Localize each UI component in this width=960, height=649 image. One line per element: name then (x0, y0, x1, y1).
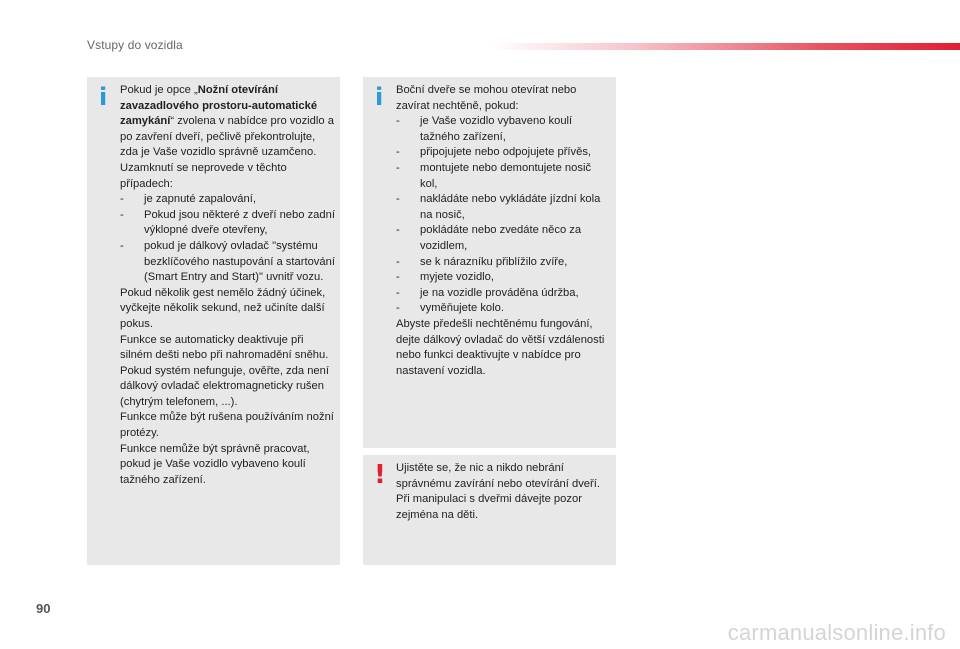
paragraph: Abyste předešli nechtěnému fungování, dejte dálkový ovladač do větší vzdálenosti nebo funkci deaktivujte v nabídce pro nastavení vozidla. (396, 317, 605, 377)
info-intro: Pokud je opce „Nožní otevírání zavazadlového prostoru-automatické zamykání“ zvolena v nabídce pro vozidlo a po zavření dveří, pečlivě překontrolujte, zda je Vaše vozidlo správně uzamčeno. (120, 84, 334, 159)
info-box-text (120, 83, 335, 488)
watermark: carmanualsonline.info (727, 620, 946, 645)
list-item: - připojujete nebo odpojujete přívěs, (396, 145, 611, 161)
info-icon: i (99, 83, 108, 111)
feature-name: Nožní otevírání zavazadlového prostoru-automatické zamykání (120, 84, 318, 128)
paragraph: Funkce nemůže být správně pracovat, pokud je Vaše vozidlo vybaveno koulí tažného zařízení. (120, 442, 310, 486)
condition-list (120, 192, 335, 286)
header-accent-stripe (490, 43, 960, 50)
list-item: - Pokud jsou některé z dveří nebo zadní výklopné dveře otevřeny, (120, 208, 335, 239)
list-item: - vyměňujete kolo. (396, 301, 611, 317)
paragraph: Pokud několik gest nemělo žádný účinek, vyčkejte několik sekund, než učiníte další pokus. (120, 286, 326, 330)
list-item: - je Vaše vozidlo vybaveno koulí tažného zařízení, (396, 114, 611, 145)
condition-list (396, 114, 611, 317)
paragraph: Ujistěte se, že nic a nikdo nebrání správnému zavírání nebo otevírání dveří. (396, 462, 600, 490)
warning-box (363, 455, 616, 565)
info-box-foot-opening (87, 77, 340, 565)
list-item: - je zapnuté zapalování, (120, 192, 335, 208)
list-item: - pokud je dálkový ovladač "systému bezklíčového nastupování a startování (Smart Entry and Start)" uvnitř vozu. (120, 239, 335, 286)
list-item: - montujete nebo demontujete nosič kol, (396, 161, 611, 192)
info-intro: Boční dveře se mohou otevírat nebo zavírat nechtěně, pokud: (396, 84, 577, 112)
paragraph: Pokud systém nefunguje, ověřte, zda není dálkový ovladač elektromagneticky rušen (chytrým telefonem, ...). (120, 364, 329, 408)
warning-box-text (396, 461, 611, 523)
info-box-side-doors (363, 77, 616, 448)
warning-icon: ! (374, 460, 386, 490)
list-item: - myjete vozidlo, (396, 270, 611, 286)
paragraph: Při manipulaci s dveřmi dávejte pozor zejména na děti. (396, 493, 582, 521)
list-item: - nakládáte nebo vykládáte jízdní kola na nosič, (396, 192, 611, 223)
list-intro: Uzamknutí se neprovede v těchto případech: (120, 161, 287, 190)
paragraph: Funkce může být rušena používáním nožní protézy. (120, 411, 334, 440)
info-icon: i (375, 83, 384, 111)
list-item: - pokládáte nebo zvedáte něco za vozidlem, (396, 223, 611, 254)
list-item: - je na vozidle prováděna údržba, (396, 286, 611, 302)
page-number: 90 (36, 601, 51, 616)
paragraph: Funkce se automaticky deaktivuje při silném dešti nebo při nahromadění sněhu. (120, 333, 329, 362)
info-box-text (396, 83, 611, 379)
section-title: Vstupy do vozidla (87, 38, 183, 52)
list-item: - se k nárazníku přiblížilo zvíře, (396, 255, 611, 271)
